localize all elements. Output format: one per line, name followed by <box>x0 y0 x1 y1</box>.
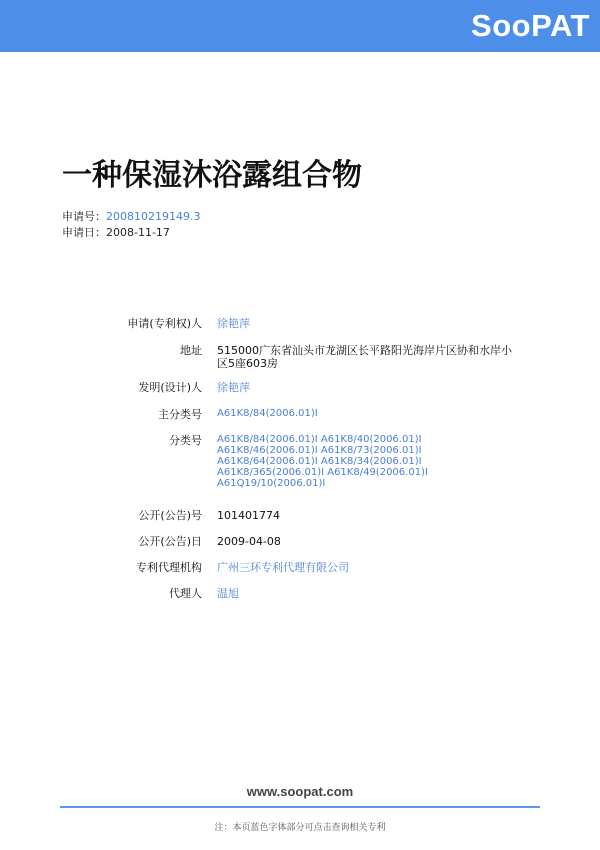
class-line[interactable]: A61K8/84(2006.01)I A61K8/40(2006.01)I <box>217 434 422 445</box>
main-class-link[interactable]: A61K8/84(2006.01)I <box>217 408 318 419</box>
application-number-link[interactable]: 200810219149.3 <box>106 210 201 223</box>
inventor-link[interactable]: 徐艳萍 <box>217 381 250 394</box>
class-line[interactable]: A61K8/365(2006.01)I A61K8/49(2006.01)I <box>217 467 428 478</box>
footer-note: 注：本页蓝色字体部分可点击查询相关专利 <box>214 823 386 833</box>
applicant-link[interactable]: 徐艳萍 <box>217 317 250 330</box>
inventor-label: 发明(设计)人 <box>138 381 202 394</box>
classes-label: 分类号 <box>169 434 202 447</box>
application-date-label: 申请日： <box>62 226 106 239</box>
address-line-1: 515000广东省汕头市龙湖区长平路阳光海岸片区协和水岸小 <box>217 344 512 357</box>
brand-logo[interactable]: SooPAT <box>471 8 590 43</box>
agency-label: 专利代理机构 <box>136 561 202 574</box>
agent-label: 代理人 <box>169 587 202 600</box>
address-line-2: 区5座603房 <box>217 357 278 370</box>
address-label: 地址 <box>180 344 202 357</box>
class-line[interactable]: A61Q19/10(2006.01)I <box>217 478 326 489</box>
header-bar <box>0 0 600 52</box>
publication-number-label: 公开(公告)号 <box>138 509 202 522</box>
class-line[interactable]: A61K8/46(2006.01)I A61K8/73(2006.01)I <box>217 445 422 456</box>
address-value <box>217 344 537 370</box>
publication-number-value: 101401774 <box>217 509 280 522</box>
agency-link[interactable]: 广州三环专利代理有限公司 <box>217 561 349 574</box>
class-line[interactable]: A61K8/64(2006.01)I A61K8/34(2006.01)I <box>217 456 422 467</box>
publication-date-label: 公开(公告)日 <box>138 535 202 548</box>
application-number-label: 申请号： <box>62 210 106 223</box>
agent-link[interactable]: 温旭 <box>217 587 239 600</box>
main-class-label: 主分类号 <box>158 408 202 421</box>
application-number-line <box>62 208 200 224</box>
footer-url[interactable]: www.soopat.com <box>246 784 354 799</box>
application-date-value: 2008-11-17 <box>106 226 170 239</box>
applicant-label: 申请(专利权)人 <box>127 317 202 330</box>
application-date-line <box>62 224 170 240</box>
footer-divider <box>60 806 540 808</box>
page-title: 一种保湿沐浴露组合物 <box>62 158 362 193</box>
classes-list <box>217 434 537 489</box>
publication-date-value: 2009-04-08 <box>217 535 281 548</box>
